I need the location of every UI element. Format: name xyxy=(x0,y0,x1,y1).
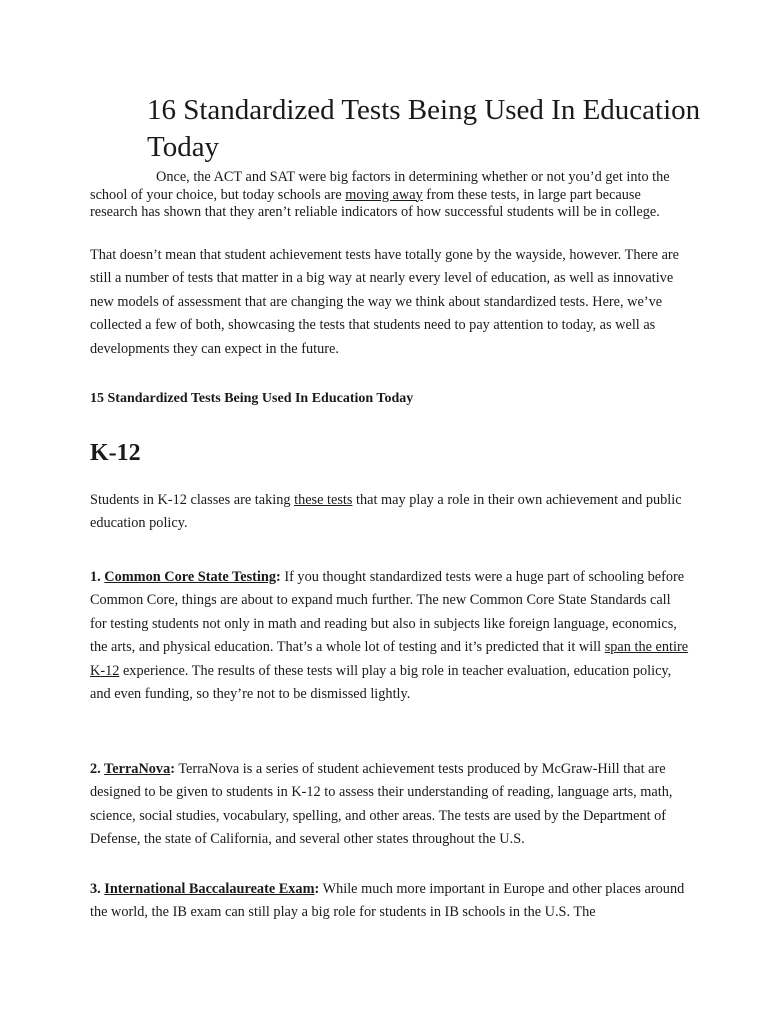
list-subheading: 15 Standardized Tests Being Used In Education Today xyxy=(90,391,414,406)
intro-paragraph xyxy=(90,169,690,222)
these-tests-link[interactable]: these tests xyxy=(294,492,353,508)
item-text-after: experience. The results of these tests will play a big role in teacher evaluation, education policy, and even funding, so they’re not to be dismissed lightly. xyxy=(90,662,672,703)
item-number: 1. xyxy=(90,569,105,585)
page-title: 16 Standardized Tests Being Used In Education Today xyxy=(147,94,701,163)
list-item-ib-exam xyxy=(90,878,690,925)
moving-away-link[interactable]: moving away xyxy=(345,186,423,203)
terranova-link[interactable]: TerraNova xyxy=(104,761,171,777)
item-colon: : xyxy=(276,569,281,585)
item-colon: : xyxy=(170,761,175,777)
context-paragraph: That doesn’t mean that student achievement tests have totally gone by the wayside, however. There are still a number of tests that matter in a big way at nearly every level of education, as well as innovative new models of assessment that are changing the way we think about standardized tests. Here, we’ve collected a few of both, showcasing the tests that students need to pay attention to today, as well as developments they can expect in the future. xyxy=(90,247,680,357)
item-colon: : xyxy=(314,881,320,897)
item-number: 2. xyxy=(90,761,105,777)
item-text-before: If you thought standardized tests were a huge part of schooling before Common Core, things are about to expand much further. The new Common Core State Standards call for testing students not only in math and reading but also in subjects like foreign language, economics, the arts, and physical education. That’s a whole lot of testing and it’s predicted that it will xyxy=(90,569,685,656)
intro-text-after: from these tests, in large part because research has shown that they aren’t reliable indicators of how successful students will be in college. xyxy=(90,186,660,220)
item-text: TerraNova is a series of student achievement tests produced by McGraw-Hill that are designed to be given to students in K-12 to assess their understanding of reading, language arts, math, science, social studies, vocabulary, spelling, and other areas. The tests are used by the Department of Defense, the state of California, and several other states throughout the U.S. xyxy=(90,761,673,848)
item-number: 3. xyxy=(90,881,105,897)
list-item-terranova xyxy=(90,758,690,852)
ib-exam-link[interactable]: International Baccalaureate Exam xyxy=(104,881,315,897)
section-heading-k12: K-12 xyxy=(90,440,141,466)
k12-intro-before: Students in K-12 classes are taking xyxy=(90,492,295,508)
k12-intro-after: that may play a role in their own achievement and public education policy. xyxy=(90,492,682,532)
span-k12-link[interactable]: span the entire K-12 xyxy=(90,639,689,679)
k12-intro-paragraph xyxy=(90,489,690,536)
intro-text-before: Once, the ACT and SAT were big factors in determining whether or not you’d get into the school of your choice, but today schools are xyxy=(90,169,670,203)
item-text: While much more important in Europe and other places around the world, the IB exam can still play a big role for students in IB schools in the U.S. The xyxy=(90,881,685,921)
list-item-common-core xyxy=(90,566,690,706)
common-core-link[interactable]: Common Core State Testing xyxy=(104,569,276,585)
